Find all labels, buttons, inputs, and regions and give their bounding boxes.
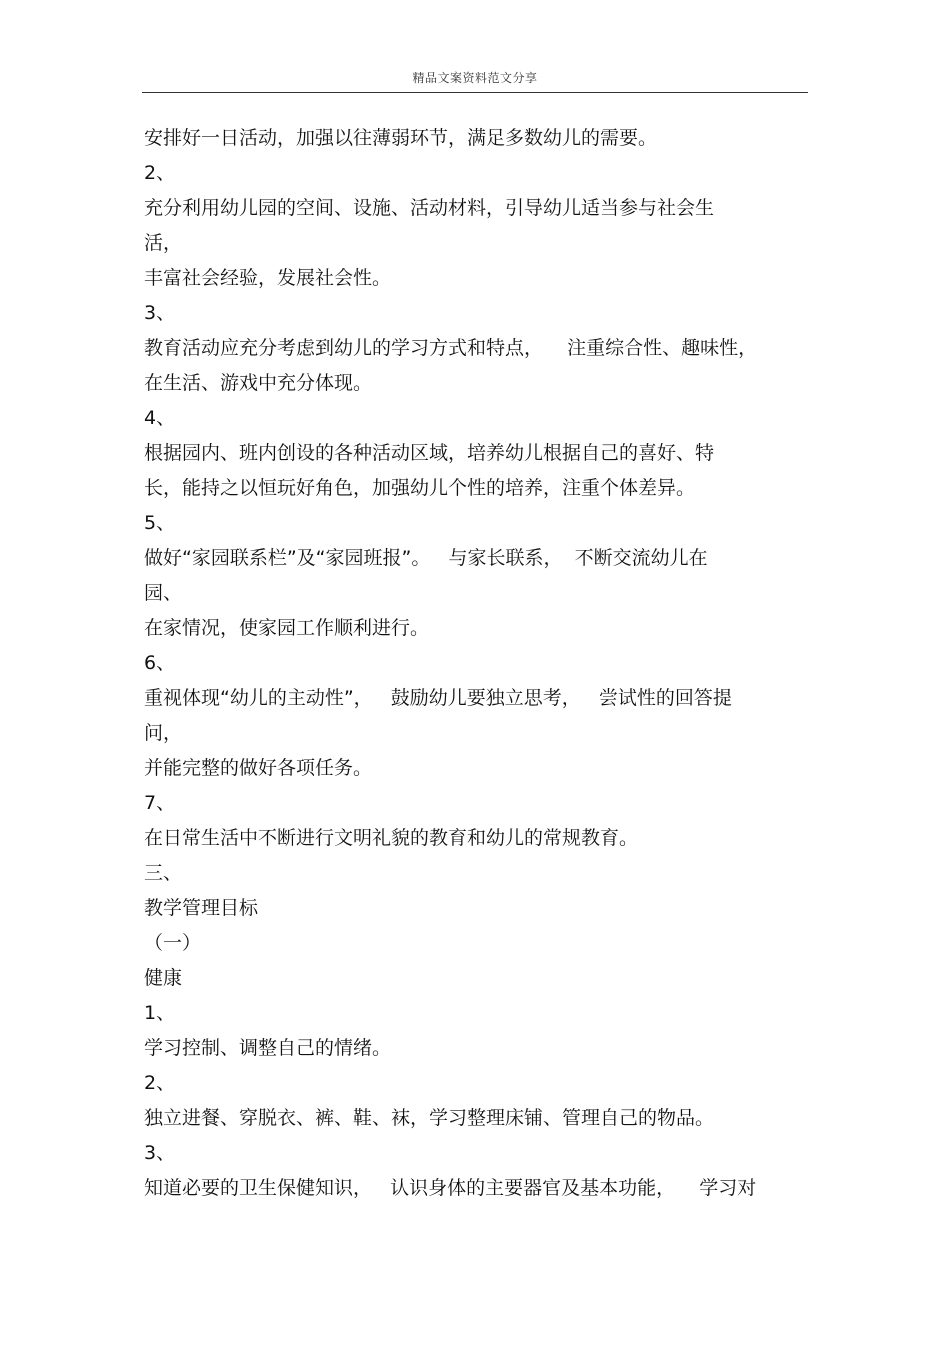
text-line: 4、 <box>144 407 176 429</box>
text-line: 知道必要的卫生保健知识， 认识身体的主要器官及基本功能， 学习对 <box>144 1177 757 1199</box>
text-line: 并能完整的做好各项任务。 <box>144 757 373 779</box>
page-header <box>142 66 808 93</box>
text-line: 3、 <box>144 302 176 324</box>
text-line: 5、 <box>144 512 176 534</box>
document-body <box>144 121 806 1206</box>
text-line: 问， <box>144 722 183 744</box>
text-line: 根据园内、班内创设的各种活动区域，培养幼儿根据自己的喜好、特 <box>144 442 715 464</box>
text-line: 在日常生活中不断进行文明礼貌的教育和幼儿的常规教育。 <box>144 827 639 849</box>
subsection-heading: （一） <box>144 932 202 954</box>
text-line: 园、 <box>144 582 183 604</box>
text-line: 独立进餐、穿脱衣、裤、鞋、袜，学习整理床铺、管理自己的物品。 <box>144 1107 715 1129</box>
subsection-heading: 健康 <box>144 967 183 989</box>
section-heading: 三、 <box>144 862 183 884</box>
text-line: 2、 <box>144 1072 176 1094</box>
text-line: 6、 <box>144 652 176 674</box>
text-line: 丰富社会经验，发展社会性。 <box>144 267 392 289</box>
text-line: 2、 <box>144 162 176 184</box>
text-line: 在生活、游戏中充分体现。 <box>144 372 373 394</box>
text-line: 充分利用幼儿园的空间、设施、活动材料，引导幼儿适当参与社会生 <box>144 197 715 219</box>
text-line: 重视体现“幼儿的主动性”， 鼓励幼儿要独立思考， 尝试性的回答提 <box>144 687 732 709</box>
text-line: 做好“家园联系栏”及“家园班报”。 与家长联系， 不断交流幼儿在 <box>144 547 708 569</box>
text-line: 1、 <box>144 1002 176 1024</box>
text-line: 在家情况，使家园工作顺利进行。 <box>144 617 430 639</box>
text-line: 3、 <box>144 1142 176 1164</box>
text-line: 教育活动应充分考虑到幼儿的学习方式和特点， 注重综合性、趣味性， <box>144 337 758 359</box>
text-line: 7、 <box>144 792 176 814</box>
text-line: 安排好一日活动，加强以往薄弱环节，满足多数幼儿的需要。 <box>144 127 658 149</box>
section-heading: 教学管理目标 <box>144 897 259 919</box>
text-line: 长，能持之以恒玩好角色，加强幼儿个性的培养，注重个体差异。 <box>144 477 696 499</box>
text-line: 学习控制、调整自己的情绪。 <box>144 1037 392 1059</box>
header-title: 精品文案资料范文分享 <box>412 71 538 85</box>
text-line: 活， <box>144 232 183 254</box>
